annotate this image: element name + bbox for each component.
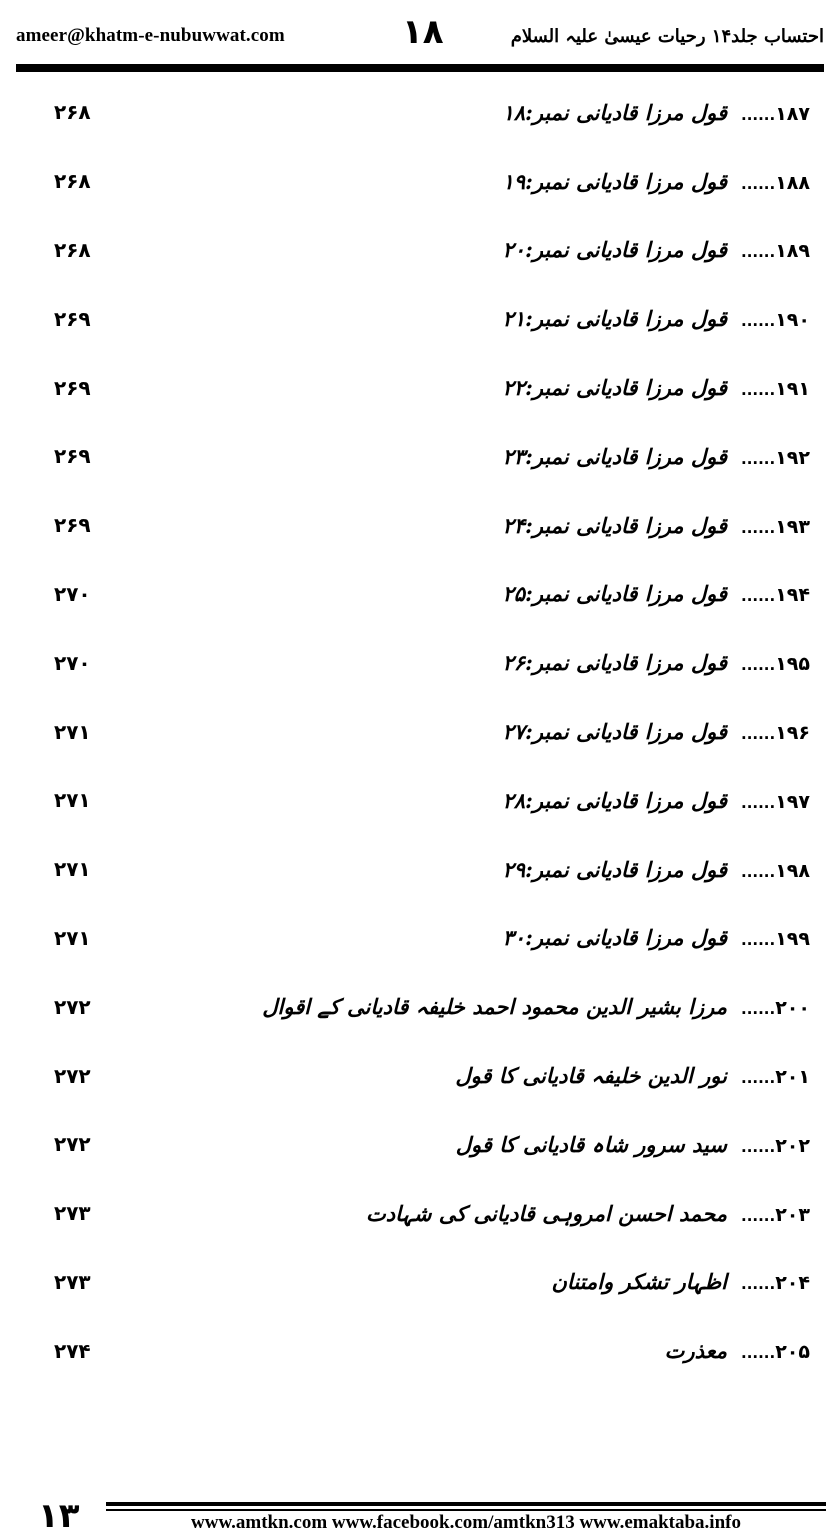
toc-entry-text: قول مرزا قادیانی نمبر:۲۷ xyxy=(502,719,727,745)
toc-leader-dots: ...... xyxy=(741,1069,776,1088)
toc-entry-text: قول مرزا قادیانی نمبر:۳۰ xyxy=(502,925,727,951)
toc-entry-text: قول مرزا قادیانی نمبر:۱۸ xyxy=(502,99,727,125)
toc-entry-text: قول مرزا قادیانی نمبر:۱۹ xyxy=(502,168,727,194)
toc-page-number: ۲۶۹ xyxy=(54,306,91,331)
toc-entry xyxy=(16,491,824,560)
toc-entry-text: قول مرزا قادیانی نمبر:۲۱ xyxy=(502,306,727,332)
toc-page-number: ۲۷۰ xyxy=(54,581,91,606)
toc-page-number: ۲۶۹ xyxy=(54,375,91,400)
toc-entry-number: ۲۰۵ xyxy=(775,1341,810,1364)
toc-entry xyxy=(16,422,824,491)
toc-entry xyxy=(16,1248,824,1317)
toc-entry xyxy=(16,284,824,353)
toc-leader-dots: ...... xyxy=(741,725,776,744)
toc-entry-number: ۱۹۳ xyxy=(775,515,810,538)
toc-leader-dots: ...... xyxy=(741,793,776,812)
toc-entry-number: ۱۹۸ xyxy=(775,859,810,882)
toc-entry-title xyxy=(503,169,825,194)
toc-leader-dots: ...... xyxy=(741,656,776,675)
toc-entry-title xyxy=(455,1063,824,1088)
toc-page-number: ۲۷۱ xyxy=(54,719,91,744)
section-number: ۱۳ xyxy=(38,1496,80,1536)
toc-entry xyxy=(16,835,824,904)
toc-entry-text: نور الدین خلیفہ قادیانی کا قول xyxy=(455,1063,727,1089)
toc-entry-title xyxy=(503,650,825,675)
toc-entry-text: مرزا بشیر الدین محمود احمد خلیفہ قادیانی کے اقوال xyxy=(262,994,727,1020)
toc-entry xyxy=(16,147,824,216)
page-footer xyxy=(14,1498,826,1538)
footer-rule-thin xyxy=(106,1509,826,1511)
toc-entry-number: ۲۰۱ xyxy=(775,1066,810,1089)
toc-entry-title xyxy=(503,719,825,744)
toc-leader-dots: ...... xyxy=(741,1137,776,1156)
toc-page-number: ۲۶۸ xyxy=(54,100,91,125)
toc-entry-number: ۱۹۷ xyxy=(775,790,810,813)
toc-leader-dots: ...... xyxy=(741,518,776,537)
toc-entry-text: اظہار تشکر وامتنان xyxy=(551,1269,727,1295)
toc-page-number: ۲۶۸ xyxy=(54,169,91,194)
toc-entry-title xyxy=(503,857,825,882)
toc-entry xyxy=(16,1041,824,1110)
toc-entry xyxy=(16,353,824,422)
toc-entry-title xyxy=(503,581,825,606)
toc-leader-dots: ...... xyxy=(741,174,776,193)
toc-entry-number: ۲۰۰ xyxy=(775,997,810,1020)
toc-page-number: ۲۷۳ xyxy=(54,1269,91,1294)
toc-entry-number: ۱۹۱ xyxy=(775,378,810,401)
toc-entry-title xyxy=(503,306,825,331)
toc-entry-text: قول مرزا قادیانی نمبر:۲۵ xyxy=(502,581,727,607)
toc-page-number: ۲۷۱ xyxy=(54,925,91,950)
toc-entry xyxy=(16,1110,824,1179)
table-of-contents xyxy=(16,78,824,1385)
toc-entry xyxy=(16,1316,824,1385)
toc-entry xyxy=(16,560,824,629)
toc-entry-title xyxy=(552,1269,825,1294)
toc-entry-text: قول مرزا قادیانی نمبر:۲۹ xyxy=(502,856,727,882)
toc-leader-dots: ...... xyxy=(741,862,776,881)
toc-leader-dots: ...... xyxy=(741,449,776,468)
toc-entry-text: محمد احسن امروہی قادیانی کی شہادت xyxy=(366,1200,727,1226)
header-email: ameer@khatm-e-nubuwwat.com xyxy=(16,25,285,46)
page-number: ۱۸ xyxy=(402,12,444,52)
toc-entry xyxy=(16,904,824,973)
toc-entry xyxy=(16,972,824,1041)
toc-entry-text: قول مرزا قادیانی نمبر:۲۶ xyxy=(502,650,727,676)
toc-entry xyxy=(16,697,824,766)
toc-leader-dots: ...... xyxy=(741,105,776,124)
toc-entry-title xyxy=(503,375,825,400)
toc-entry-title xyxy=(503,925,825,950)
toc-entry xyxy=(16,628,824,697)
toc-entry-text: قول مرزا قادیانی نمبر:۲۰ xyxy=(502,237,727,263)
toc-entry-title xyxy=(503,444,825,469)
toc-entry-number: ۱۹۹ xyxy=(775,928,810,951)
toc-entry-title xyxy=(503,788,825,813)
toc-entry-text: سید سرور شاہ قادیانی کا قول xyxy=(455,1131,727,1157)
footer-rule-thick xyxy=(106,1502,826,1506)
toc-entry xyxy=(16,216,824,285)
toc-page-number: ۲۷۱ xyxy=(54,857,91,882)
toc-entry-number: ۲۰۳ xyxy=(775,1203,810,1226)
toc-entry xyxy=(16,766,824,835)
toc-entry-number: ۲۰۲ xyxy=(775,1134,810,1157)
footer-links: www.amtkn.com www.facebook.com/amtkn313 www.emaktaba.info xyxy=(191,1512,741,1533)
toc-entry-number: ۲۰۴ xyxy=(775,1272,810,1295)
toc-entry-text: معذرت xyxy=(664,1338,727,1364)
toc-entry-number: ۱۹۲ xyxy=(775,446,810,469)
toc-entry xyxy=(16,1179,824,1248)
toc-page-number: ۲۷۰ xyxy=(54,650,91,675)
toc-entry-text: قول مرزا قادیانی نمبر:۲۸ xyxy=(502,787,727,813)
toc-entry-number: ۱۹۰ xyxy=(775,309,810,332)
toc-entry-number: ۱۹۵ xyxy=(775,653,810,676)
toc-entry-title xyxy=(503,513,825,538)
toc-entry-number: ۱۸۹ xyxy=(775,240,810,263)
toc-entry-title xyxy=(665,1338,824,1363)
toc-leader-dots: ...... xyxy=(741,931,776,950)
page-header xyxy=(16,14,824,58)
toc-entry-title xyxy=(503,237,825,262)
toc-leader-dots: ...... xyxy=(741,1275,776,1294)
toc-leader-dots: ...... xyxy=(741,381,776,400)
toc-entry-title xyxy=(456,1132,824,1157)
toc-entry-text: قول مرزا قادیانی نمبر:۲۲ xyxy=(502,375,727,401)
toc-leader-dots: ...... xyxy=(741,1344,776,1363)
toc-entry-number: ۱۹۴ xyxy=(775,584,810,607)
toc-leader-dots: ...... xyxy=(741,1206,776,1225)
toc-page-number: ۲۷۳ xyxy=(54,1201,91,1226)
toc-page-number: ۲۷۲ xyxy=(54,994,91,1019)
toc-entry-number: ۱۹۶ xyxy=(775,722,810,745)
toc-entry-number: ۱۸۸ xyxy=(775,171,810,194)
header-rule xyxy=(16,64,824,72)
toc-page-number: ۲۶۹ xyxy=(54,513,91,538)
toc-leader-dots: ...... xyxy=(741,1000,776,1019)
toc-entry-title xyxy=(503,100,825,125)
toc-entry-number: ۱۸۷ xyxy=(775,102,810,125)
toc-page-number: ۲۷۴ xyxy=(54,1338,91,1363)
toc-page-number: ۲۷۲ xyxy=(54,1132,91,1157)
toc-page-number: ۲۷۱ xyxy=(54,788,91,813)
toc-entry-text: قول مرزا قادیانی نمبر:۲۳ xyxy=(502,443,727,469)
toc-leader-dots: ...... xyxy=(741,243,776,262)
toc-page-number: ۲۶۹ xyxy=(54,444,91,469)
toc-entry xyxy=(16,78,824,147)
toc-page-number: ۲۶۸ xyxy=(54,237,91,262)
toc-entry-title xyxy=(262,994,824,1019)
toc-page-number: ۲۷۲ xyxy=(54,1063,91,1088)
toc-entry-text: قول مرزا قادیانی نمبر:۲۴ xyxy=(502,512,727,538)
toc-leader-dots: ...... xyxy=(741,587,776,606)
book-title: احتساب جلد۱۴ رحیات عیسیٰ علیہ السلام xyxy=(510,25,824,47)
toc-entry-title xyxy=(366,1201,824,1226)
toc-leader-dots: ...... xyxy=(741,312,776,331)
